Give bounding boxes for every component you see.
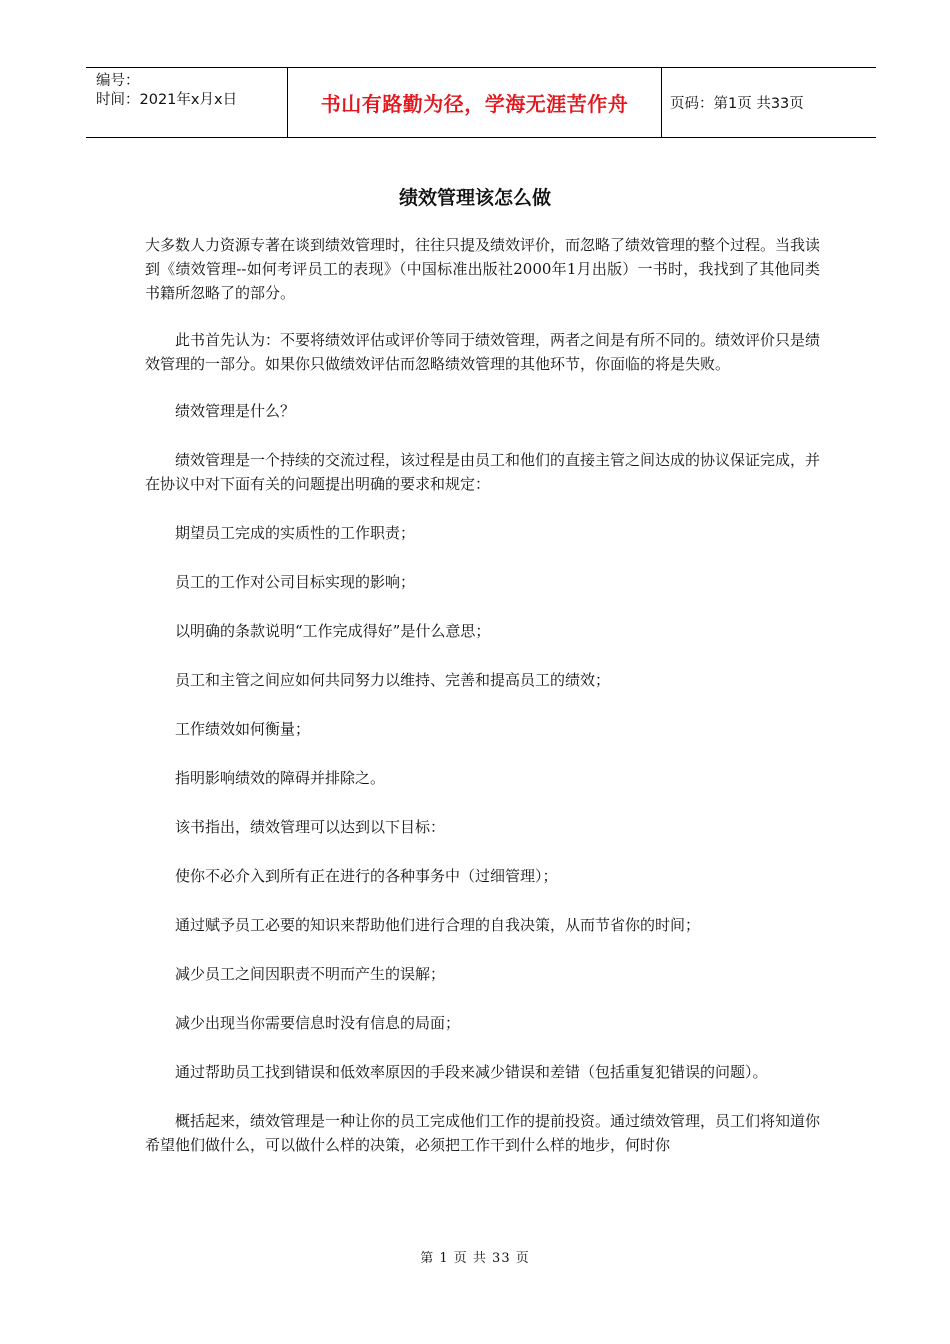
list-item: 以明确的条款说明“工作完成得好”是什么意思；	[145, 622, 491, 640]
paragraph: 概括起来，绩效管理是一种让你的员工完成他们工作的提前投资。通过绩效管理，员工们将知道你希望他们做什么，可以做什么样的决策，必须把工作干到什么样的地步，何时你	[145, 1112, 821, 1154]
paragraph: 大多数人力资源专著在谈到绩效管理时，往往只提及绩效评价，而忽略了绩效管理的整个过程。当我读到《绩效管理--如何考评员工的表现》（中国标准出版社2000年1月出版）一书时，我找到了其他同类书籍所忽略了的部分。	[145, 236, 821, 302]
list-item: 通过帮助员工找到错误和低效率原因的手段来减少错误和差错（包括重复犯错误的问题）。	[145, 1063, 768, 1081]
document-number: 编号：	[96, 73, 140, 89]
list-item: 减少员工之间因职责不明而产生的误解；	[145, 965, 446, 983]
list-item: 期望员工完成的实质性的工作职责；	[145, 524, 416, 542]
document-body	[145, 233, 820, 1157]
list-item: 工作绩效如何衡量；	[145, 720, 311, 738]
page-header	[86, 67, 876, 138]
list-item: 减少出现当你需要信息时没有信息的局面；	[145, 1014, 461, 1032]
paragraph: 此书首先认为：不要将绩效评估或评价等同于绩效管理，两者之间是有所不同的。绩效评价只是绩效管理的一部分。如果你只做绩效评估而忽略绩效管理的其他环节，你面临的将是失败。	[145, 331, 821, 373]
document-title: 绩效管理该怎么做	[398, 187, 551, 209]
paragraph: 该书指出，绩效管理可以达到以下目标：	[145, 818, 446, 836]
paragraph: 绩效管理是什么？	[145, 402, 296, 420]
header-page-number: 页码：第1页 共33页	[670, 96, 804, 112]
list-item: 员工和主管之间应如何共同努力以维持、完善和提高员工的绩效；	[145, 671, 611, 689]
list-item: 员工的工作对公司目标实现的影响；	[145, 573, 416, 591]
list-item: 通过赋予员工必要的知识来帮助他们进行合理的自我决策，从而节省你的时间；	[145, 916, 701, 934]
list-item: 指明影响绩效的障碍并排除之。	[145, 769, 386, 787]
header-meta	[86, 68, 287, 137]
page-footer: 第 1 页 共 33 页	[420, 1251, 530, 1266]
list-item: 使你不必介入到所有正在进行的各种事务中（过细管理）；	[145, 867, 558, 885]
header-motto: 书山有路勤为径，学海无涯苦作舟	[287, 68, 662, 137]
paragraph: 绩效管理是一个持续的交流过程，该过程是由员工和他们的直接主管之间达成的协议保证完成，并在协议中对下面有关的问题提出明确的要求和规定：	[145, 451, 821, 493]
document-date: 时间：2021年x月x日	[96, 92, 238, 108]
